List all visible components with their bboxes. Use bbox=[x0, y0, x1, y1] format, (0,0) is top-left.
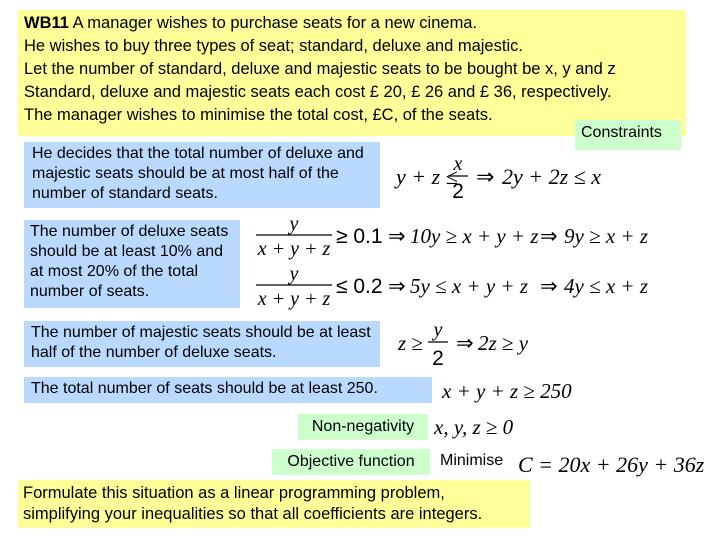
constraint-2b-step: 5y ≤ x + y + z bbox=[410, 274, 529, 298]
constraint-2a-rel: ≥ 0.1 bbox=[336, 225, 383, 248]
problem-intro bbox=[18, 10, 686, 136]
intro-line-3: Let the number of standard, deluxe and majestic seats to be bought be x, y and z bbox=[24, 60, 616, 78]
constraint-2a-result: 9y ≥ x + z bbox=[564, 224, 649, 248]
problem-label: WB11 bbox=[24, 14, 69, 32]
objective-function-label: Objective function bbox=[272, 449, 430, 475]
constraint-2b-result: 4y ≤ x + z bbox=[564, 274, 649, 298]
constraint-2b-frac-den: x + y + z bbox=[257, 288, 331, 310]
constraint-3-result: 2z ≥ y bbox=[478, 331, 529, 355]
constraint-1-arrow: ⇒ bbox=[476, 165, 495, 190]
constraint-2a-arrow-2: ⇒ bbox=[540, 224, 558, 248]
constraint-2a-arrow-1: ⇒ bbox=[388, 224, 406, 248]
constraint-4-expression: x + y + z ≥ 250 bbox=[442, 379, 572, 403]
constraint-2-math bbox=[252, 212, 662, 312]
constraint-4-math bbox=[440, 376, 580, 406]
constraint-2a-step: 10y ≥ x + y + z bbox=[410, 224, 539, 248]
constraint-2-text: The number of deluxe seats should be at least 10% and at most 20% of the total number of seats. bbox=[24, 220, 240, 308]
constraint-1-text: He decides that the total number of deluxe and majestic seats should be at most half of the number of standard seats. bbox=[24, 142, 380, 208]
constraint-2a-frac-num: y bbox=[289, 213, 299, 235]
constraint-3-arrow: ⇒ bbox=[456, 331, 474, 355]
objective-math bbox=[516, 448, 706, 480]
intro-line-2: He wishes to buy three types of seat; standard, deluxe and majestic. bbox=[24, 37, 523, 55]
constraint-3-frac-num: y bbox=[433, 319, 443, 341]
constraint-2b-arrow-1: ⇒ bbox=[388, 274, 406, 298]
constraints-label: Constraints bbox=[575, 120, 681, 150]
minimise-word: Minimise bbox=[440, 452, 504, 469]
constraint-2b-arrow-2: ⇒ bbox=[540, 274, 558, 298]
objective-expression: C = 20x + 26y + 36z bbox=[518, 452, 705, 477]
intro-line-1: WB11 A manager wishes to purchase seats for a new cinema. bbox=[24, 14, 478, 32]
constraint-2b-rel: ≤ 0.2 bbox=[336, 275, 383, 298]
final-instruction: Formulate this situation as a linear programming problem, simplifying your inequalities so that all coefficients are integers. bbox=[18, 480, 530, 528]
intro-line-4: Standard, deluxe and majestic seats each cost £ 20, £ 26 and £ 36, respectively. bbox=[24, 83, 612, 101]
constraint-3-text: The number of majestic seats should be at least half of the number of deluxe seats. bbox=[24, 321, 380, 367]
constraint-3-math bbox=[394, 318, 554, 372]
constraint-3-lhs: z ≥ bbox=[398, 331, 423, 355]
constraint-2b-frac-num: y bbox=[289, 263, 299, 285]
constraint-1-result: 2y + 2z ≤ x bbox=[502, 164, 602, 189]
constraint-3-frac-den: 2 bbox=[432, 347, 444, 370]
nonnegativity-math bbox=[432, 412, 532, 442]
constraint-4-text: The total number of seats should be at least 250. bbox=[24, 377, 432, 403]
constraint-1-math bbox=[392, 148, 612, 204]
constraint-1-frac-num: x bbox=[453, 153, 463, 175]
constraint-2a-frac-den: x + y + z bbox=[257, 238, 331, 260]
constraint-1-lhs: y + z ≤ bbox=[396, 164, 458, 189]
intro-line-5: The manager wishes to minimise the total cost, £C, of the seats. bbox=[24, 106, 493, 124]
constraint-1-frac-den: 2 bbox=[452, 180, 464, 203]
nonnegativity-expression: x, y, z ≥ 0 bbox=[434, 415, 514, 439]
nonnegativity-label: Non-negativity bbox=[298, 414, 428, 440]
